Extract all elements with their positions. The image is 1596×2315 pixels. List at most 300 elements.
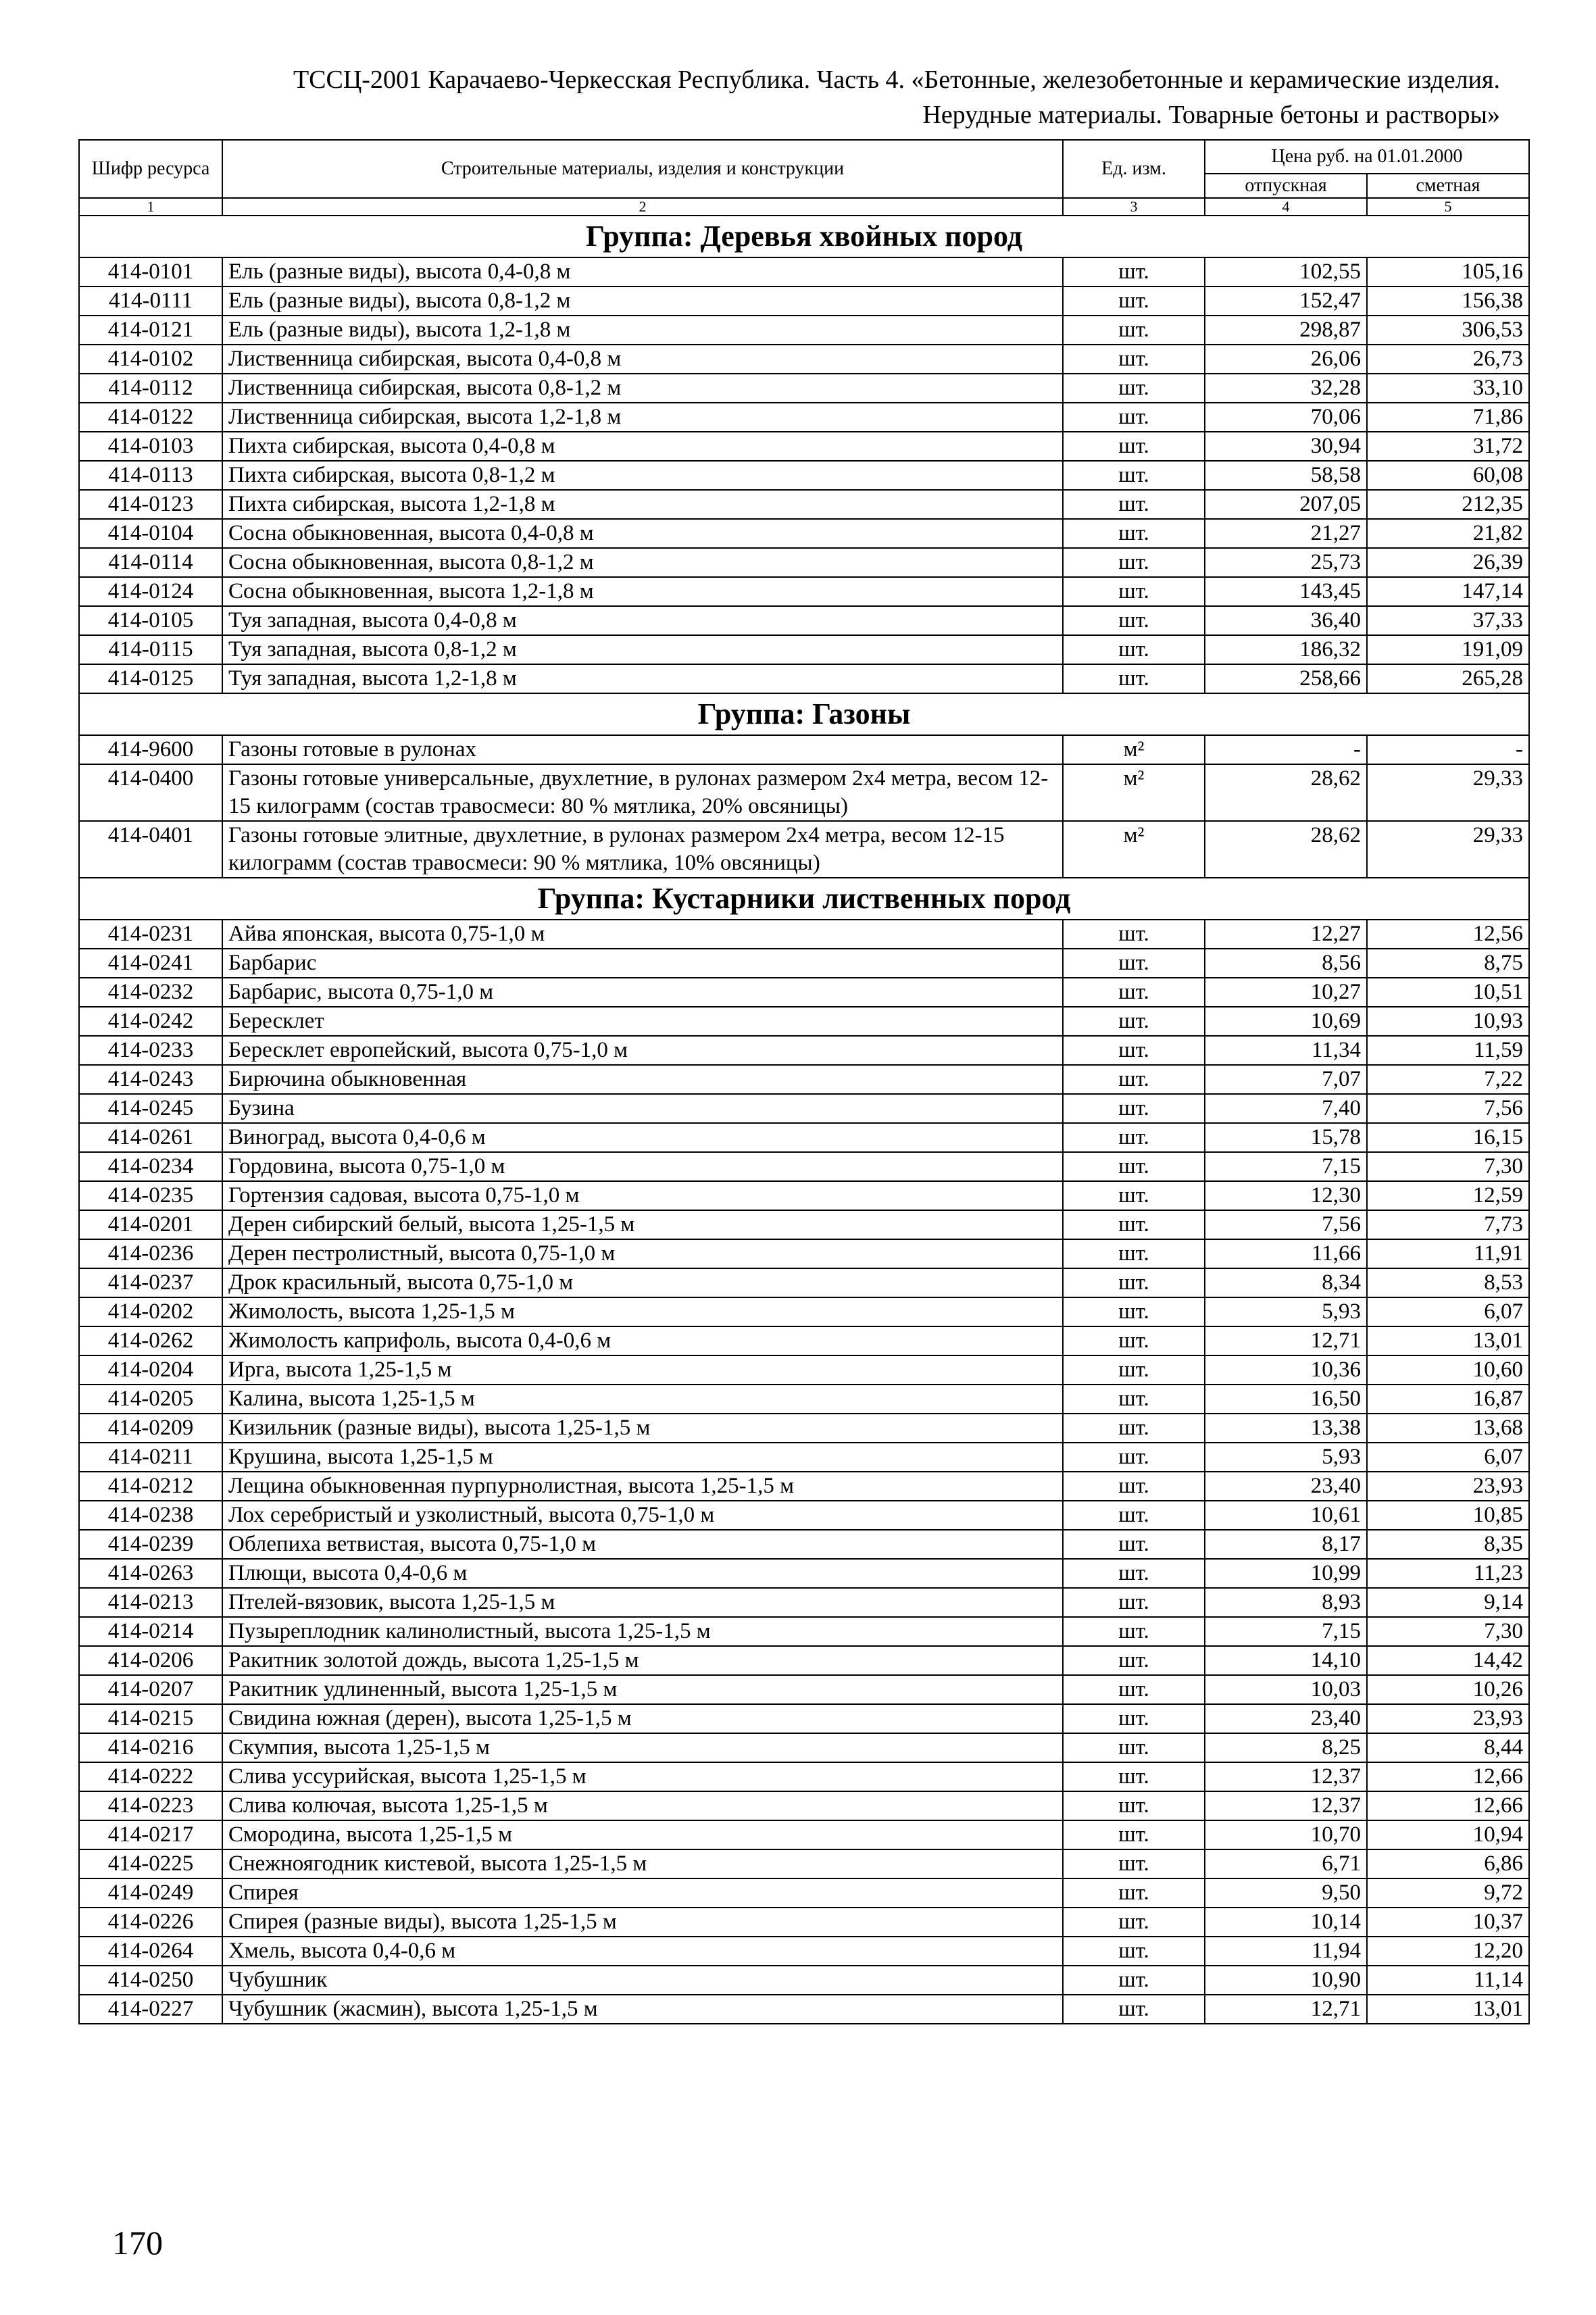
estimate-price: 71,86	[1367, 403, 1529, 432]
release-price: 143,45	[1205, 577, 1367, 606]
resource-code: 414-0124	[79, 577, 222, 606]
estimate-price: 29,33	[1367, 821, 1529, 878]
release-price: 26,06	[1205, 345, 1367, 374]
release-price: 23,40	[1205, 1704, 1367, 1733]
estimate-price: 26,73	[1367, 345, 1529, 374]
col-index-1: 1	[79, 198, 222, 216]
table-row	[79, 403, 1529, 432]
material-name: Лиственница сибирская, высота 0,4-0,8 м	[222, 345, 1063, 374]
estimate-price: 13,01	[1367, 1995, 1529, 2024]
group-header-row	[79, 693, 1529, 735]
table-row	[79, 1297, 1529, 1326]
material-name: Снежноягодник кистевой, высота 1,25-1,5 м	[222, 1849, 1063, 1878]
col-index-4: 4	[1205, 198, 1367, 216]
table-row	[79, 490, 1529, 519]
table-row	[79, 316, 1529, 345]
release-price: 7,15	[1205, 1152, 1367, 1181]
unit: шт.	[1063, 1472, 1205, 1501]
table-row	[79, 1326, 1529, 1355]
release-price: 11,94	[1205, 1937, 1367, 1966]
resource-code: 414-0237	[79, 1268, 222, 1297]
resource-code: 414-0241	[79, 949, 222, 978]
unit: шт.	[1063, 635, 1205, 664]
resource-code: 414-0111	[79, 287, 222, 316]
group-title: Группа: Газоны	[79, 693, 1529, 735]
resource-code: 414-0214	[79, 1617, 222, 1646]
material-name: Лох серебристый и узколистный, высота 0,75-1,0 м	[222, 1501, 1063, 1530]
table-row	[79, 1443, 1529, 1472]
table-row	[79, 1791, 1529, 1820]
release-price: 14,10	[1205, 1646, 1367, 1675]
release-price: 7,40	[1205, 1094, 1367, 1123]
resource-code: 414-0123	[79, 490, 222, 519]
estimate-price: 23,93	[1367, 1704, 1529, 1733]
estimate-price: 60,08	[1367, 461, 1529, 490]
estimate-price: 12,66	[1367, 1791, 1529, 1820]
table-row	[79, 949, 1529, 978]
table-row	[79, 735, 1529, 764]
release-price: 70,06	[1205, 403, 1367, 432]
material-name: Слива колючая, высота 1,25-1,5 м	[222, 1791, 1063, 1820]
table-row	[79, 1065, 1529, 1094]
resource-code: 414-0201	[79, 1210, 222, 1239]
unit: шт.	[1063, 1501, 1205, 1530]
unit: шт.	[1063, 1966, 1205, 1995]
resource-code: 414-0262	[79, 1326, 222, 1355]
table-row	[79, 345, 1529, 374]
resource-code: 414-0235	[79, 1181, 222, 1210]
estimate-price: 6,86	[1367, 1849, 1529, 1878]
material-name: Дрок красильный, высота 0,75-1,0 м	[222, 1268, 1063, 1297]
material-name: Ель (разные виды), высота 0,4-0,8 м	[222, 257, 1063, 287]
estimate-price: 12,66	[1367, 1762, 1529, 1791]
estimate-price: 147,14	[1367, 577, 1529, 606]
table-row	[79, 1501, 1529, 1530]
col-index-5: 5	[1367, 198, 1529, 216]
table-row	[79, 1937, 1529, 1966]
material-name: Чубушник (жасмин), высота 1,25-1,5 м	[222, 1995, 1063, 2024]
material-name: Барбарис, высота 0,75-1,0 м	[222, 978, 1063, 1007]
resource-code: 414-0205	[79, 1385, 222, 1414]
unit: шт.	[1063, 1268, 1205, 1297]
unit: шт.	[1063, 345, 1205, 374]
estimate-price: 191,09	[1367, 635, 1529, 664]
unit: шт.	[1063, 1385, 1205, 1414]
material-name: Лещина обыкновенная пурпурнолистная, высота 1,25-1,5 м	[222, 1472, 1063, 1501]
estimate-price: 7,30	[1367, 1152, 1529, 1181]
resource-code: 414-0242	[79, 1007, 222, 1036]
release-price: 10,99	[1205, 1559, 1367, 1588]
estimate-price: 156,38	[1367, 287, 1529, 316]
estimate-price: 37,33	[1367, 606, 1529, 635]
estimate-price: 9,14	[1367, 1588, 1529, 1617]
unit: шт.	[1063, 519, 1205, 548]
resource-code: 414-0104	[79, 519, 222, 548]
estimate-price: 26,39	[1367, 548, 1529, 577]
release-price: 28,62	[1205, 821, 1367, 878]
table-row	[79, 1908, 1529, 1937]
release-price: 7,56	[1205, 1210, 1367, 1239]
resource-code: 414-0249	[79, 1878, 222, 1908]
resource-code: 414-0232	[79, 978, 222, 1007]
material-name: Ель (разные виды), высота 1,2-1,8 м	[222, 316, 1063, 345]
table-row	[79, 978, 1529, 1007]
material-name: Сосна обыкновенная, высота 0,8-1,2 м	[222, 548, 1063, 577]
release-price: 152,47	[1205, 287, 1367, 316]
resource-code: 414-0206	[79, 1646, 222, 1675]
resource-code: 414-0233	[79, 1036, 222, 1065]
unit: шт.	[1063, 1588, 1205, 1617]
table-row	[79, 577, 1529, 606]
table-row	[79, 1355, 1529, 1385]
release-price: 8,93	[1205, 1588, 1367, 1617]
estimate-price: 11,59	[1367, 1036, 1529, 1065]
estimate-price: 10,37	[1367, 1908, 1529, 1937]
unit: шт.	[1063, 432, 1205, 461]
unit: шт.	[1063, 1762, 1205, 1791]
unit: шт.	[1063, 257, 1205, 287]
estimate-price: 8,44	[1367, 1733, 1529, 1762]
estimate-price: 10,26	[1367, 1675, 1529, 1704]
material-name: Бирючина обыкновенная	[222, 1065, 1063, 1094]
material-name: Барбарис	[222, 949, 1063, 978]
table-header-row	[79, 140, 1529, 174]
unit: шт.	[1063, 1530, 1205, 1559]
unit: шт.	[1063, 1355, 1205, 1385]
material-name: Гортензия садовая, высота 0,75-1,0 м	[222, 1181, 1063, 1210]
table-row	[79, 519, 1529, 548]
unit: шт.	[1063, 1849, 1205, 1878]
resource-code: 414-0112	[79, 374, 222, 403]
unit: шт.	[1063, 1297, 1205, 1326]
col-price-header: Цена руб. на 01.01.2000	[1205, 140, 1529, 174]
table-row	[79, 1588, 1529, 1617]
resource-code: 414-0209	[79, 1414, 222, 1443]
estimate-price: 10,85	[1367, 1501, 1529, 1530]
resource-code: 414-0236	[79, 1239, 222, 1268]
resource-code: 414-0250	[79, 1966, 222, 1995]
unit: шт.	[1063, 978, 1205, 1007]
estimate-price: 23,93	[1367, 1472, 1529, 1501]
release-price: 36,40	[1205, 606, 1367, 635]
table-row	[79, 1007, 1529, 1036]
resource-code: 414-0113	[79, 461, 222, 490]
table-row	[79, 1210, 1529, 1239]
unit: м²	[1063, 735, 1205, 764]
release-price: 6,71	[1205, 1849, 1367, 1878]
material-name: Дерен сибирский белый, высота 1,25-1,5 м	[222, 1210, 1063, 1239]
unit: шт.	[1063, 1646, 1205, 1675]
estimate-price: 11,14	[1367, 1966, 1529, 1995]
material-name: Виноград, высота 0,4-0,6 м	[222, 1123, 1063, 1152]
estimate-price: 31,72	[1367, 432, 1529, 461]
material-name: Кизильник (разные виды), высота 1,25-1,5 м	[222, 1414, 1063, 1443]
table-row	[79, 374, 1529, 403]
resource-code: 414-0121	[79, 316, 222, 345]
unit: шт.	[1063, 548, 1205, 577]
unit: шт.	[1063, 606, 1205, 635]
resource-code: 414-0231	[79, 920, 222, 949]
price-table-body	[79, 140, 1529, 2024]
material-name: Лиственница сибирская, высота 0,8-1,2 м	[222, 374, 1063, 403]
resource-code: 414-0204	[79, 1355, 222, 1385]
table-row	[79, 432, 1529, 461]
page-header	[81, 62, 1500, 132]
table-row	[79, 461, 1529, 490]
table-row	[79, 548, 1529, 577]
material-name: Спирея	[222, 1878, 1063, 1908]
release-price: 8,25	[1205, 1733, 1367, 1762]
estimate-price: 10,94	[1367, 1820, 1529, 1849]
material-name: Бересклет	[222, 1007, 1063, 1036]
resource-code: 414-0261	[79, 1123, 222, 1152]
release-price: 12,30	[1205, 1181, 1367, 1210]
estimate-price: 306,53	[1367, 316, 1529, 345]
col-name-header: Строительные материалы, изделия и конструкции	[222, 140, 1063, 198]
resource-code: 414-0215	[79, 1704, 222, 1733]
unit: шт.	[1063, 1123, 1205, 1152]
unit: шт.	[1063, 1094, 1205, 1123]
unit: м²	[1063, 764, 1205, 821]
material-name: Газоны готовые универсальные, двухлетние, в рулонах размером 2х4 метра, весом 12-15 килограмм (состав травосмеси: 80 % мятлика, 20% овсяницы)	[222, 764, 1063, 821]
resource-code: 414-0234	[79, 1152, 222, 1181]
resource-code: 414-0115	[79, 635, 222, 664]
resource-code: 414-0222	[79, 1762, 222, 1791]
release-price: 10,27	[1205, 978, 1367, 1007]
unit: шт.	[1063, 1326, 1205, 1355]
unit: м²	[1063, 821, 1205, 878]
release-price: 102,55	[1205, 257, 1367, 287]
resource-code: 414-0243	[79, 1065, 222, 1094]
material-name: Птелей-вязовик, высота 1,25-1,5 м	[222, 1588, 1063, 1617]
release-price: 11,34	[1205, 1036, 1367, 1065]
release-price: 207,05	[1205, 490, 1367, 519]
release-price: 16,50	[1205, 1385, 1367, 1414]
resource-code: 414-0226	[79, 1908, 222, 1937]
table-row	[79, 1646, 1529, 1675]
table-row	[79, 764, 1529, 821]
unit: шт.	[1063, 1152, 1205, 1181]
resource-code: 414-0239	[79, 1530, 222, 1559]
material-name: Жимолость, высота 1,25-1,5 м	[222, 1297, 1063, 1326]
material-name: Хмель, высота 0,4-0,6 м	[222, 1937, 1063, 1966]
estimate-price: 105,16	[1367, 257, 1529, 287]
release-price: 15,78	[1205, 1123, 1367, 1152]
material-name: Сосна обыкновенная, высота 0,4-0,8 м	[222, 519, 1063, 548]
release-price: 28,62	[1205, 764, 1367, 821]
table-row	[79, 1268, 1529, 1297]
estimate-price: 10,51	[1367, 978, 1529, 1007]
material-name: Гордовина, высота 0,75-1,0 м	[222, 1152, 1063, 1181]
resource-code: 414-0216	[79, 1733, 222, 1762]
page-number: 170	[112, 2224, 163, 2262]
table-row	[79, 920, 1529, 949]
estimate-price: 13,68	[1367, 1414, 1529, 1443]
release-price: 21,27	[1205, 519, 1367, 548]
estimate-price: 8,35	[1367, 1530, 1529, 1559]
unit: шт.	[1063, 374, 1205, 403]
table-row	[79, 1152, 1529, 1181]
release-price: 12,27	[1205, 920, 1367, 949]
header-line-2: Нерудные материалы. Товарные бетоны и растворы»	[922, 101, 1500, 129]
release-price: 5,93	[1205, 1443, 1367, 1472]
table-row	[79, 1704, 1529, 1733]
table-row	[79, 1762, 1529, 1791]
table-row	[79, 1239, 1529, 1268]
estimate-price: 8,53	[1367, 1268, 1529, 1297]
release-price: -	[1205, 735, 1367, 764]
table-row	[79, 1878, 1529, 1908]
material-name: Ель (разные виды), высота 0,8-1,2 м	[222, 287, 1063, 316]
table-row	[79, 1820, 1529, 1849]
resource-code: 414-0125	[79, 664, 222, 693]
unit: шт.	[1063, 461, 1205, 490]
release-price: 10,14	[1205, 1908, 1367, 1937]
material-name: Пихта сибирская, высота 0,8-1,2 м	[222, 461, 1063, 490]
table-row	[79, 1559, 1529, 1588]
material-name: Пихта сибирская, высота 0,4-0,8 м	[222, 432, 1063, 461]
material-name: Крушина, высота 1,25-1,5 м	[222, 1443, 1063, 1472]
table-row	[79, 257, 1529, 287]
material-name: Дерен пестролистный, высота 0,75-1,0 м	[222, 1239, 1063, 1268]
resource-code: 414-0101	[79, 257, 222, 287]
table-row	[79, 1995, 1529, 2024]
resource-code: 414-0202	[79, 1297, 222, 1326]
release-price: 10,36	[1205, 1355, 1367, 1385]
unit: шт.	[1063, 1908, 1205, 1937]
release-price: 30,94	[1205, 432, 1367, 461]
unit: шт.	[1063, 1414, 1205, 1443]
header-line-1: ТССЦ-2001 Карачаево-Черкесская Республика. Часть 4. «Бетонные, железобетонные и керамические изделия.	[293, 66, 1500, 94]
unit: шт.	[1063, 1617, 1205, 1646]
material-name: Ракитник удлиненный, высота 1,25-1,5 м	[222, 1675, 1063, 1704]
col-index-2: 2	[222, 198, 1063, 216]
material-name: Туя западная, высота 0,4-0,8 м	[222, 606, 1063, 635]
column-index-row	[79, 198, 1529, 216]
release-price: 12,71	[1205, 1326, 1367, 1355]
release-price: 7,07	[1205, 1065, 1367, 1094]
resource-code: 414-0213	[79, 1588, 222, 1617]
group-title: Группа: Кустарники лиственных пород	[79, 878, 1529, 920]
release-price: 10,69	[1205, 1007, 1367, 1036]
unit: шт.	[1063, 1791, 1205, 1820]
material-name: Скумпия, высота 1,25-1,5 м	[222, 1733, 1063, 1762]
estimate-price: 7,56	[1367, 1094, 1529, 1123]
resource-code: 414-0102	[79, 345, 222, 374]
unit: шт.	[1063, 287, 1205, 316]
table-row	[79, 1181, 1529, 1210]
release-price: 25,73	[1205, 548, 1367, 577]
estimate-price: 9,72	[1367, 1878, 1529, 1908]
group-header-row	[79, 878, 1529, 920]
unit: шт.	[1063, 490, 1205, 519]
estimate-price: -	[1367, 735, 1529, 764]
estimate-price: 11,91	[1367, 1239, 1529, 1268]
resource-code: 414-0114	[79, 548, 222, 577]
unit: шт.	[1063, 1210, 1205, 1239]
group-header-row	[79, 216, 1529, 257]
unit: шт.	[1063, 577, 1205, 606]
release-price: 10,61	[1205, 1501, 1367, 1530]
release-price: 10,70	[1205, 1820, 1367, 1849]
material-name: Плющи, высота 0,4-0,6 м	[222, 1559, 1063, 1588]
resource-code: 414-0212	[79, 1472, 222, 1501]
estimate-price: 33,10	[1367, 374, 1529, 403]
release-price: 258,66	[1205, 664, 1367, 693]
resource-code: 414-0207	[79, 1675, 222, 1704]
release-price: 8,17	[1205, 1530, 1367, 1559]
resource-code: 414-0217	[79, 1820, 222, 1849]
material-name: Бересклет европейский, высота 0,75-1,0 м	[222, 1036, 1063, 1065]
estimate-price: 7,30	[1367, 1617, 1529, 1646]
release-price: 298,87	[1205, 316, 1367, 345]
material-name: Газоны готовые в рулонах	[222, 735, 1063, 764]
release-price: 186,32	[1205, 635, 1367, 664]
resource-code: 414-0105	[79, 606, 222, 635]
release-price: 8,56	[1205, 949, 1367, 978]
material-name: Калина, высота 1,25-1,5 м	[222, 1385, 1063, 1414]
resource-code: 414-0400	[79, 764, 222, 821]
release-price: 12,37	[1205, 1791, 1367, 1820]
material-name: Свидина южная (дерен), высота 1,25-1,5 м	[222, 1704, 1063, 1733]
resource-code: 414-9600	[79, 735, 222, 764]
unit: шт.	[1063, 1443, 1205, 1472]
estimate-price: 10,60	[1367, 1355, 1529, 1385]
estimate-price: 12,59	[1367, 1181, 1529, 1210]
estimate-price: 6,07	[1367, 1443, 1529, 1472]
unit: шт.	[1063, 1007, 1205, 1036]
unit: шт.	[1063, 403, 1205, 432]
unit: шт.	[1063, 316, 1205, 345]
col-release-header: отпускная	[1205, 174, 1367, 198]
estimate-price: 10,93	[1367, 1007, 1529, 1036]
material-name: Ирга, высота 1,25-1,5 м	[222, 1355, 1063, 1385]
unit: шт.	[1063, 1937, 1205, 1966]
release-price: 7,15	[1205, 1617, 1367, 1646]
col-estimate-header: сметная	[1367, 174, 1529, 198]
table-row	[79, 1472, 1529, 1501]
resource-code: 414-0223	[79, 1791, 222, 1820]
table-row	[79, 664, 1529, 693]
release-price: 8,34	[1205, 1268, 1367, 1297]
col-index-3: 3	[1063, 198, 1205, 216]
unit: шт.	[1063, 1995, 1205, 2024]
table-row	[79, 1385, 1529, 1414]
estimate-price: 21,82	[1367, 519, 1529, 548]
table-row	[79, 1966, 1529, 1995]
release-price: 5,93	[1205, 1297, 1367, 1326]
release-price: 9,50	[1205, 1878, 1367, 1908]
table-row	[79, 1036, 1529, 1065]
release-price: 23,40	[1205, 1472, 1367, 1501]
material-name: Слива уссурийская, высота 1,25-1,5 м	[222, 1762, 1063, 1791]
unit: шт.	[1063, 664, 1205, 693]
estimate-price: 14,42	[1367, 1646, 1529, 1675]
estimate-price: 212,35	[1367, 490, 1529, 519]
estimate-price: 11,23	[1367, 1559, 1529, 1588]
table-row	[79, 606, 1529, 635]
estimate-price: 12,56	[1367, 920, 1529, 949]
resource-code: 414-0225	[79, 1849, 222, 1878]
unit: шт.	[1063, 1820, 1205, 1849]
resource-code: 414-0263	[79, 1559, 222, 1588]
table-row	[79, 1675, 1529, 1704]
release-price: 32,28	[1205, 374, 1367, 403]
material-name: Смородина, высота 1,25-1,5 м	[222, 1820, 1063, 1849]
resource-code: 414-0211	[79, 1443, 222, 1472]
material-name: Туя западная, высота 0,8-1,2 м	[222, 635, 1063, 664]
unit: шт.	[1063, 1878, 1205, 1908]
